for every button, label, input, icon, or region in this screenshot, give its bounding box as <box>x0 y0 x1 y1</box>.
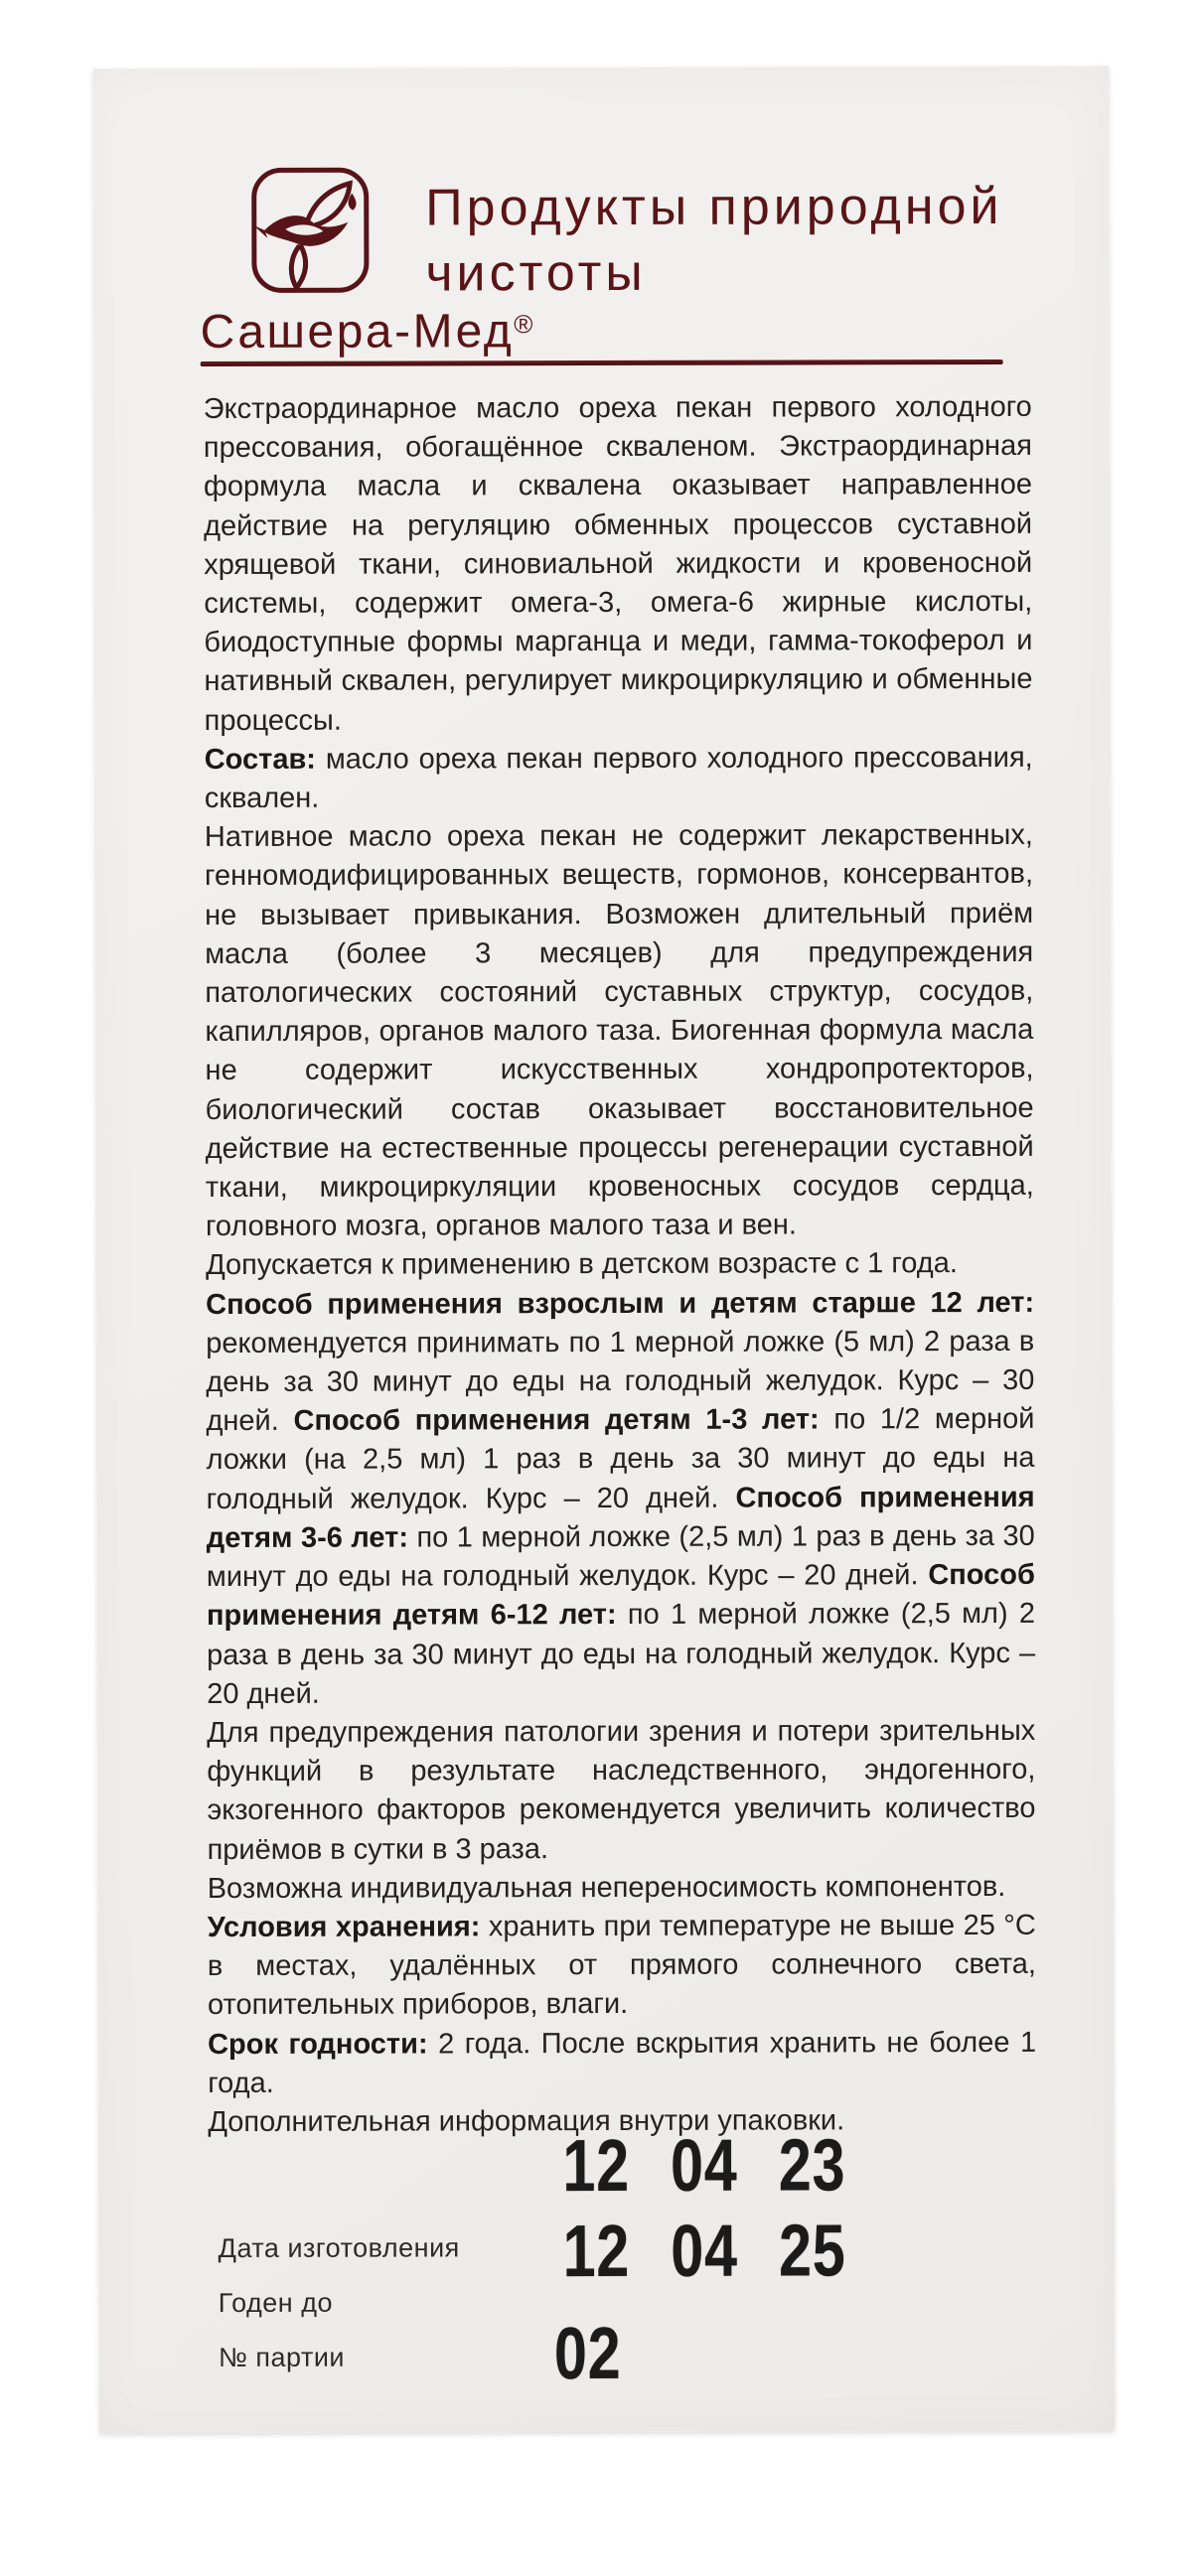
paragraph: Состав: масло ореха пекан первого холодного прессования, сквален. <box>204 741 1033 815</box>
paragraph: Возможна индивидуальная непереносимость компонентов. <box>207 1870 1006 1905</box>
registered-trademark: ® <box>514 309 533 340</box>
label-manufacture-date: Дата изготовления <box>218 2232 460 2264</box>
paragraph: Для предупреждения патологии зрения и потери зрительных функций в результате наследственного, эндогенного, экзогенного факторов рекомендуется увеличить количество приёмов в сутки в 3 раза. <box>207 1714 1036 1866</box>
label-batch-number: № партии <box>218 2342 346 2373</box>
label-best-before: Годен до <box>218 2287 334 2319</box>
paragraph: Способ применения взрослым и детям старше 12 лет: рекомендуется принимать по 1 мерной ложке (5 мл) 2 раза в день за 30 минут до еды на голодный желудок. Курс – 30 дней. Способ применения детям 1-3 лет: по 1/2 мерной ложки (на 2,5 мл) 1 раз в день за 30 минут до еды на голодный желудок. Курс – 20 дней. Способ применения детям 3-6 лет: по 1 мерной ложке (2,5 мл) 1 раз в день за 30 минут до еды на голодный желудок. Курс – 20 дней. Способ применения детям 6-12 лет: по 1 мерной ложке (2,5 мл) 2 раза в день за 30 минут до еды на голодный желудок. Курс – 20 дней. <box>206 1286 1036 1710</box>
paragraph: Допускается к применению в детском возрасте с 1 года. <box>205 1247 958 1282</box>
stamp-best-before: 12 04 25 <box>562 2209 846 2293</box>
paragraph: Дополнительная информация внутри упаковки. <box>208 2104 845 2138</box>
paragraph: Нативное масло ореха пекан не содержит лекарственных, генномодифицированных веществ, гормонов, консервантов, не вызывает привыкания. Возможен длительный приём масла (более 3 месяцев) для предупреждения патологических состояний суставных структур, сосудов, капилляров, органов малого таза. Биогенная формула масла не содержит искусственных хондропротекторов, биологический состав оказывает восстановительное действие на естественные процессы регенерации суставной ткани, микроциркуляции кровеносных сосудов сердца, головного мозга, органов малого таза и вен. <box>204 819 1034 1243</box>
text-block <box>204 388 1037 2142</box>
paragraph: Экстраординарное масло ореха пекан первого холодного прессования, обогащённое скваленом. Экстраординарная формула масла и сквалена оказывает направленное действие на регуляцию обменных процессов суставной хрящевой ткани, синовиальной жидкости и кровеносной системы, содержит омега-3, омега-6 жирные кислоты, биодоступные формы марганца и меди, гамма-токоферол и нативный сквален, регулирует микроциркуляцию и обменные процессы. <box>203 390 1033 737</box>
tagline <box>425 174 1061 307</box>
brand-name: Сашера-Мед® <box>200 305 533 359</box>
stamp-batch-number: 02 <box>553 2311 622 2395</box>
brand-logo <box>251 168 369 293</box>
tagline-line1: Продукты природной <box>425 177 1003 237</box>
package-back-panel <box>93 67 1115 2434</box>
paragraph: Срок годности: 2 года. После вскрытия хранить не более 1 года. <box>208 2026 1037 2099</box>
stamp-manufacture-date: 12 04 23 <box>562 2123 846 2208</box>
paragraph: Условия хранения: хранить при температуре не выше 25 °С в местах, удалённых от прямого солнечного света, отопительных приборов, влаги. <box>207 1909 1036 2022</box>
tagline-line2: чистоты <box>425 243 647 303</box>
divider-rule <box>201 359 1003 366</box>
